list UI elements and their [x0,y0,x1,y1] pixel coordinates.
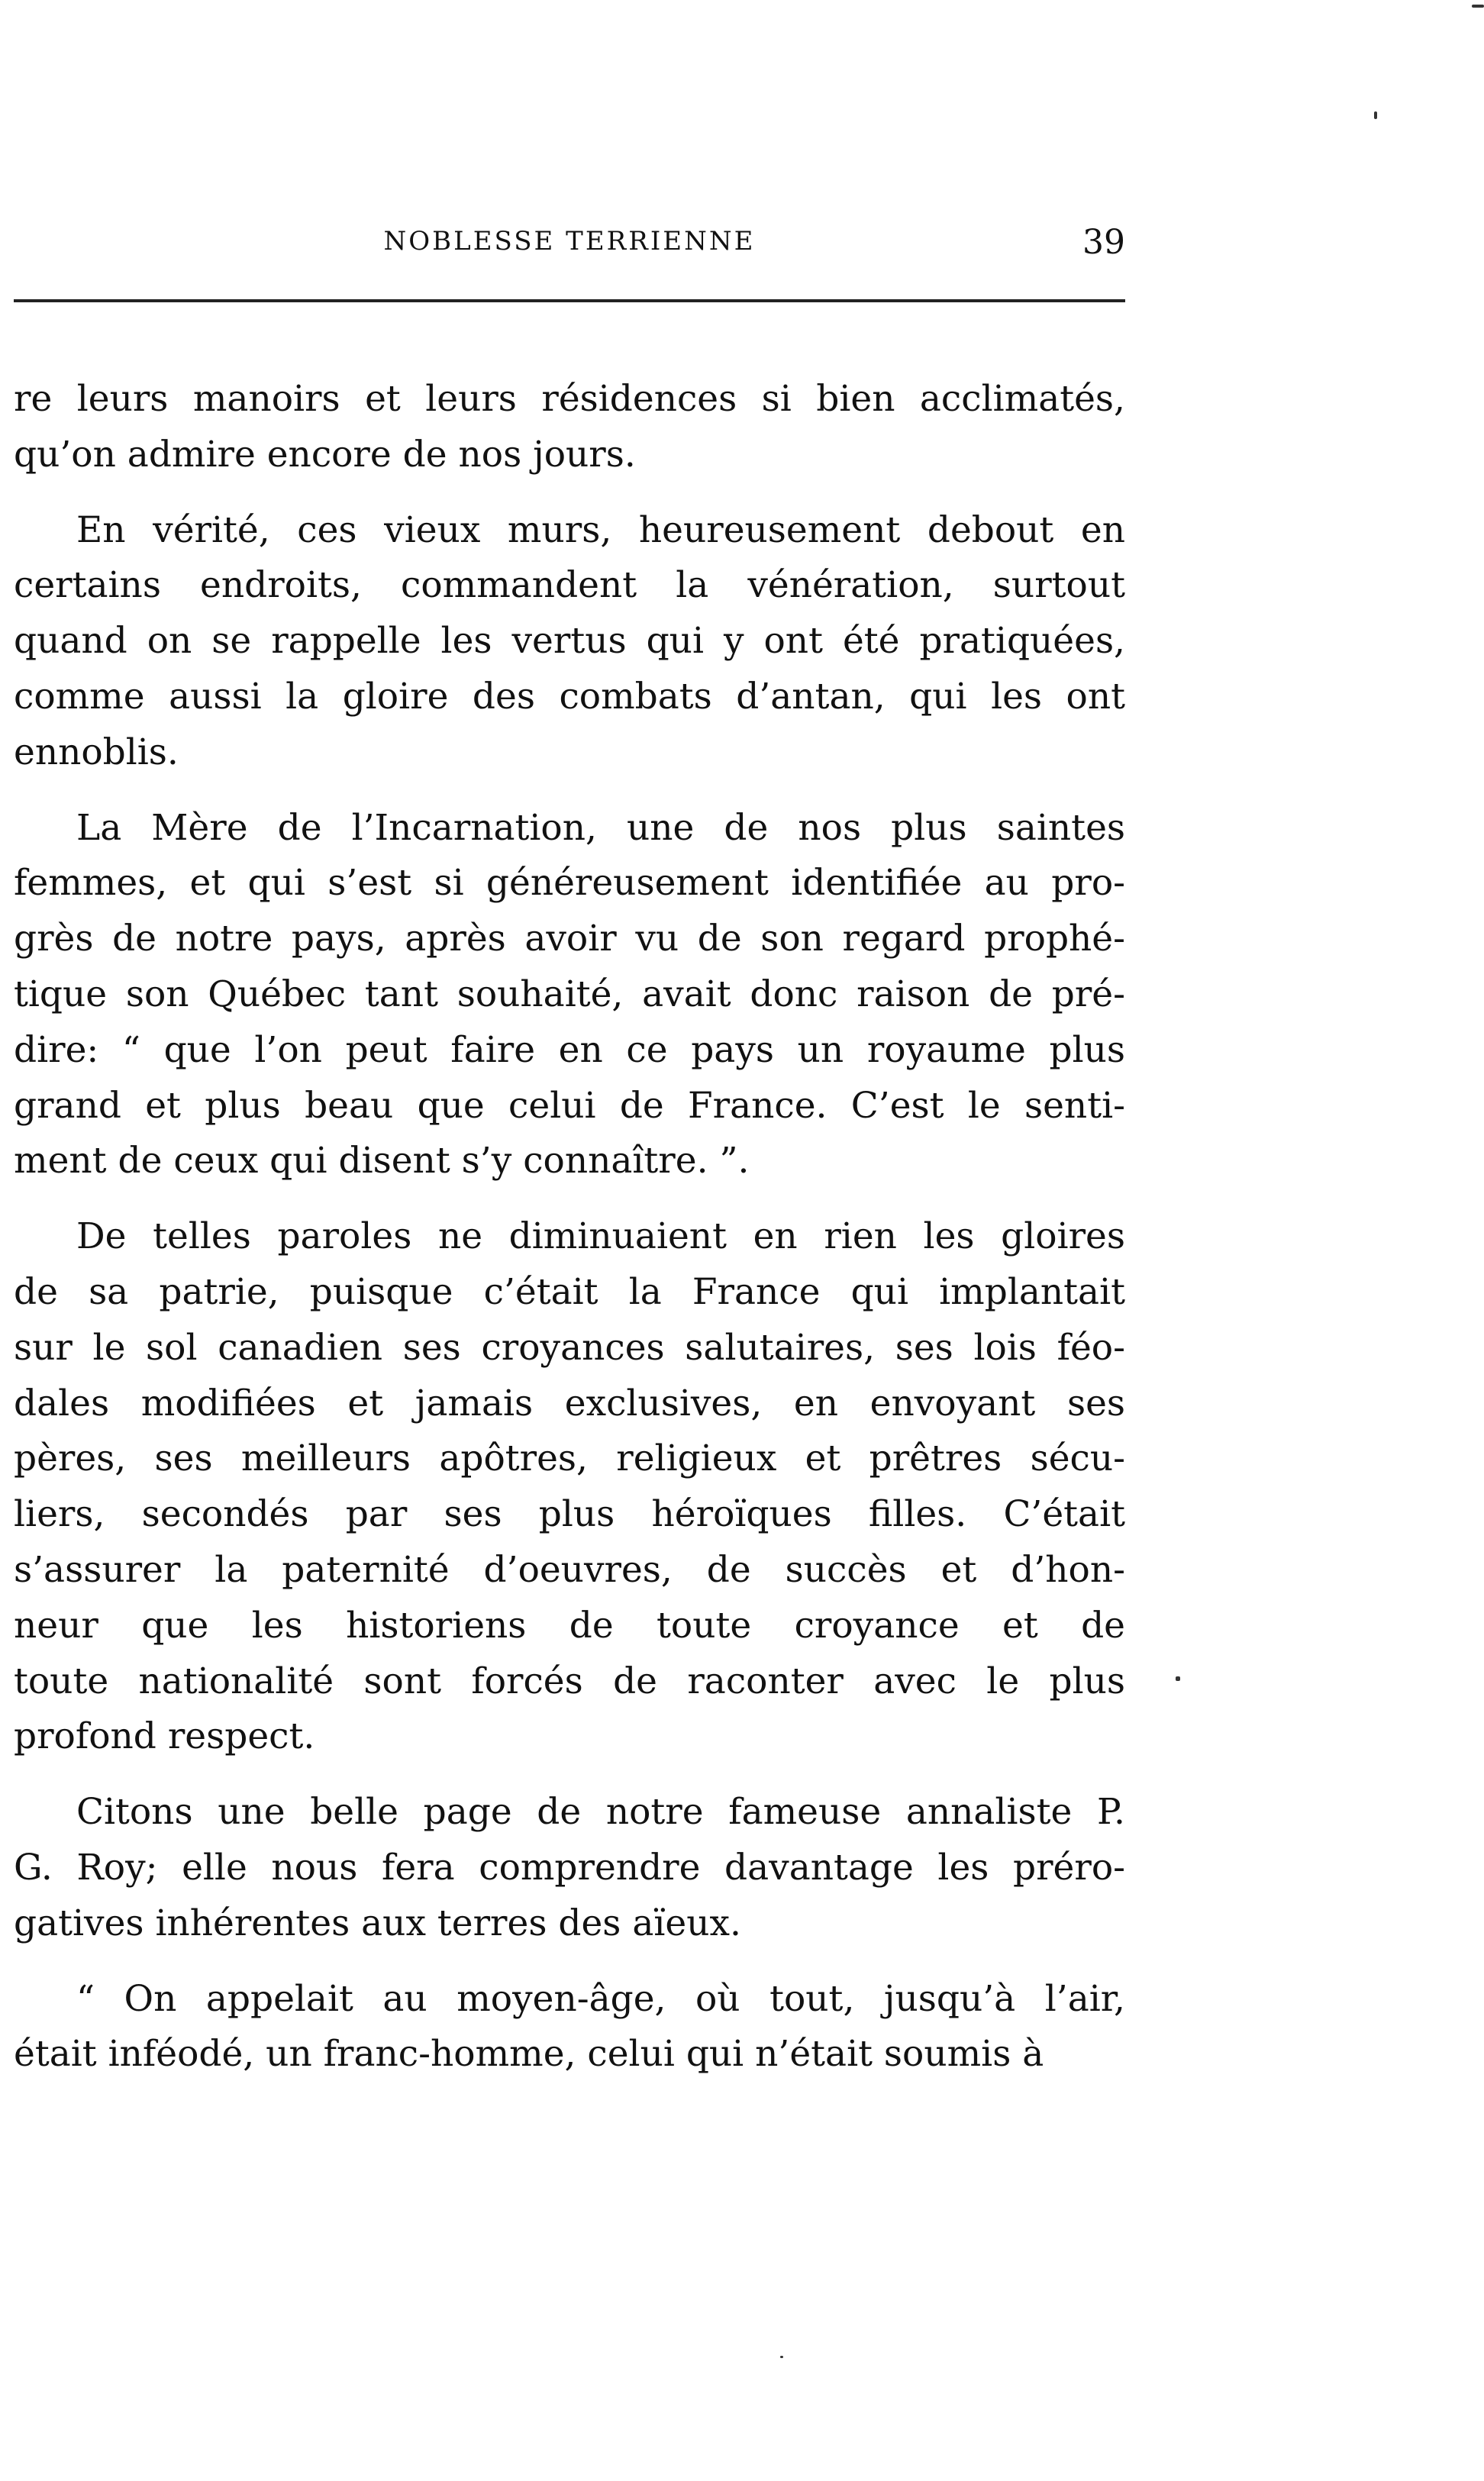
text-line: était inféodé, un franc-homme, celui qui n’était soumis à [14,2033,1044,2076]
scan-speck [780,2356,783,2358]
page-header [14,223,1125,269]
page-number: 39 [1082,223,1125,262]
text-line: quand on se rappelle les vertus qui y ont été pratiquées, [14,620,1125,663]
text-line: sur le sol canadien ses croyances salutaires, ses lois féo- [14,1326,1125,1369]
text-line: profond respect. [14,1715,315,1758]
text-line: tique son Québec tant souhaité, avait donc raison de pré- [14,973,1125,1015]
paragraph [14,503,1125,781]
header-rule [14,299,1125,302]
paragraph [14,372,1125,483]
text-line: comme aussi la gloire des combats d’antan, qui les ont [14,675,1125,718]
text-line: ment de ceux qui disent s’y connaître. ”. [14,1140,750,1182]
text-line: liers, secondés par ses plus héroïques filles. C’était [14,1493,1125,1536]
body-text [14,372,1125,2083]
text-line: femmes, et qui s’est si généreusement identifiée au pro- [14,862,1125,905]
paragraph [14,1972,1125,2083]
text-line: re leurs manoirs et leurs résidences si bien acclimatés, [14,378,1125,420]
paragraph-gap [14,483,1125,503]
text-line: En vérité, ces vieux murs, heureusement debout en [76,508,1125,551]
text-line: de sa patrie, puisque c’était la France qui implantait [14,1270,1125,1313]
text-line: neur que les historiens de toute croyance et de [14,1604,1125,1647]
paragraph-gap [14,1189,1125,1209]
paragraph-gap [14,1765,1125,1785]
text-line: Citons une belle page de notre fameuse annaliste P. [76,1791,1125,1834]
text-line: dire: “ que l’on peut faire en ce pays un royaume plus [14,1028,1125,1071]
text-line: G. Roy; elle nous fera comprendre davantage les préro- [14,1846,1125,1889]
text-line: De telles paroles ne diminuaient en rien les gloires [76,1215,1125,1258]
text-line: grand et plus beau que celui de France. C’est le senti- [14,1084,1125,1127]
scan-speck [1176,1676,1180,1681]
text-line: ennoblis. [14,731,179,773]
text-line: toute nationalité sont forcés de raconter avec le plus [14,1660,1125,1702]
paragraph [14,801,1125,1190]
text-line: dales modifiées et jamais exclusives, en envoyant ses [14,1382,1125,1424]
text-line: gatives inhérentes aux terres des aïeux. [14,1902,741,1944]
paragraph-gap [14,1952,1125,1972]
scan-speck [1472,5,1484,8]
text-line: La Mère de l’Incarnation, une de nos plus saintes [76,806,1125,849]
paragraph [14,1785,1125,1951]
text-line: certains endroits, commandent la vénération, surtout [14,564,1125,607]
text-line: “ On appelait au moyen-âge, où tout, jusqu’à l’air, [76,1977,1125,2020]
paragraph-gap [14,781,1125,801]
text-line: grès de notre pays, après avoir vu de son regard prophé- [14,918,1125,960]
text-line: pères, ses meilleurs apôtres, religieux et prêtres sécu- [14,1437,1125,1480]
text-line: s’assurer la paternité d’oeuvres, de succès et d’hon- [14,1548,1125,1591]
text-line: qu’on admire encore de nos jours. [14,433,636,476]
running-title: NOBLESSE TERRIENNE [383,226,756,256]
paragraph [14,1209,1125,1765]
scan-speck [1374,111,1377,119]
